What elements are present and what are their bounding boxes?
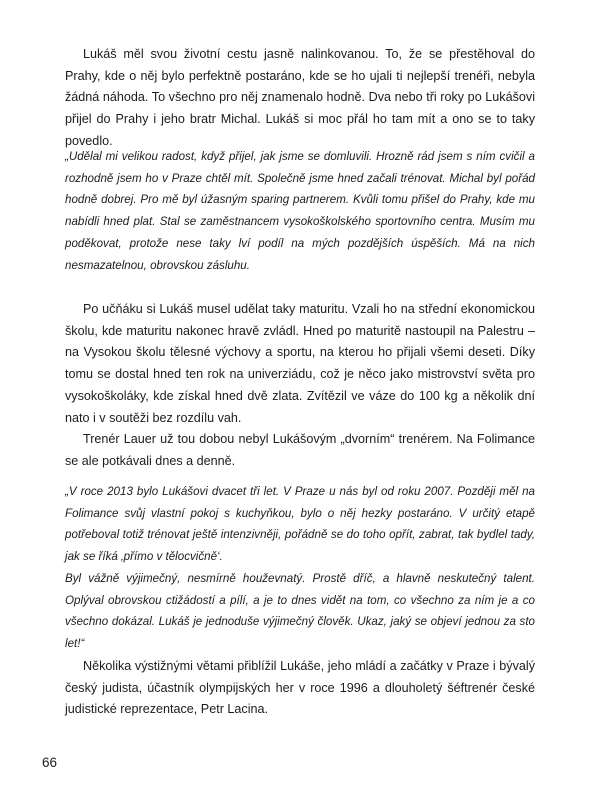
quote-paragraph: „Udělal mi velikou radost, když přijel, jak jsme se domluvili. Hrozně rád jsem s ním cvičil a rozhodně jsem ho v Praze chtěl mít. Společně jsme hned začali trénovat. Michal byl pořád hodně dobrej. Pro mě byl úžasným sparing partnerem. Kvůli tomu přišel do Prahy, kde mu nabídli hned plat. Stal se zaměstnancem vysokoškolského sportovního centra. Musím mu poděkovat, protože nese taky lví podíl na mých pozdějších úspěších. Má na nich nesmazatelnou, obrovskou zásluhu.: [65, 150, 535, 272]
body-paragraph: Lukáš měl svou životní cestu jasně nalinkovanou. To, že se přestěhoval do Prahy, kde o něj bylo perfektně postaráno, kde se ho ujali ti nejlepší trenéři, nebyla žádná náhoda. To všechno pro něj znamenalo hodně. Dva nebo tři roky po Lukášovi přijel do Prahy i jeho bratr Michal. Lukáš si moc přál ho tam mít a ono se to taky povedlo.: [65, 47, 535, 148]
body-paragraph: Trenér Lauer už tou dobou nebyl Lukášovým „dvorním“ trenérem. Na Folimance se ale potkávali dnes a denně.: [65, 432, 535, 468]
quote-section-1: [65, 146, 535, 276]
quote-paragraph: Byl vážně výjimečný, nesmírně houževnatý. Prostě dříč, a hlavně neskutečný talent. Oplýval obrovskou ctižádostí a pílí, a je to dnes vidět na tom, co všechno za ním je a co všechno dokázal. Lukáš je jednoduše výjimečný člověk. Ukaz, jaký se objeví jednou za sto let!“: [65, 571, 535, 650]
text-section-2: [65, 299, 535, 473]
quote-paragraph: „V roce 2013 bylo Lukášovi dvacet tři let. V Praze u nás byl od roku 2007. Později měl na Folimance svůj vlastní pokoj s kuchyňkou, bylo o něj hezky postaráno. V určitý etapě potřeboval totiž trénovat ještě intenzivněji, pořádně se do toho opřít, zabrat, tak bydlel tady, jak se říká ‚přímo v tělocvičně‘.: [65, 485, 535, 564]
body-paragraph: Několika výstižnými větami přiblížil Lukáše, jeho mládí a začátky v Praze i bývalý český judista, účastník olympijských her v roce 1996 a dlouholetý šéftrenér české judistické reprezentace, Petr Lacina.: [65, 659, 535, 717]
text-section-3: [65, 656, 535, 721]
body-paragraph: Po učňáku si Lukáš musel udělat taky maturitu. Vzali ho na střední ekonomickou školu, kde maturitu nakonec hravě zvládl. Hned po maturitě nastoupil na Palestru – na Vysokou školu tělesné výchovy a sportu, na kterou ho přijali všemi deseti. Díky tomu se dostal hned ten rok na univerziádu, což je něco jako mistrovství světa pro vysokoškoláky, kde získal hned dvě zlata. Zvítězil ve váze do 100 kg a několik dní nato i v soutěži bez rozdílu vah.: [65, 302, 535, 425]
text-section-1: [65, 44, 535, 153]
quote-section-2: [65, 481, 535, 655]
page-number: 66: [42, 755, 58, 770]
